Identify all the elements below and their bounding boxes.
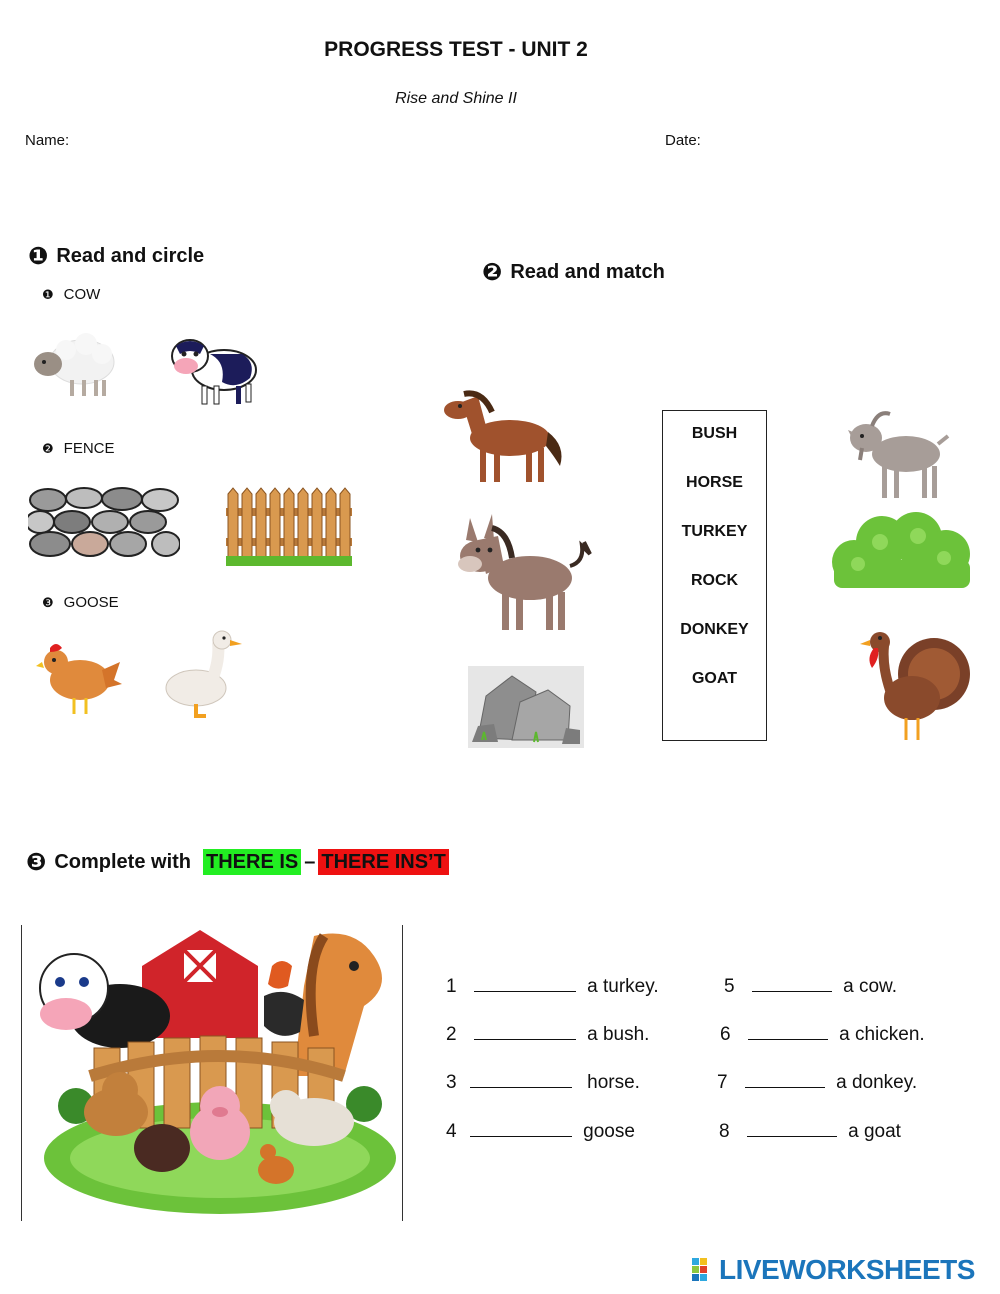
section2-number: ❷ xyxy=(482,259,503,286)
hen-image[interactable] xyxy=(36,636,122,718)
sheep-image[interactable] xyxy=(30,332,116,400)
exercise-8 xyxy=(719,1121,901,1143)
option-there-is: THERE IS xyxy=(203,849,301,875)
exercise-1 xyxy=(446,976,659,998)
goat-image[interactable] xyxy=(844,408,952,502)
answer-blank-3[interactable] xyxy=(470,1086,572,1088)
exercise-5 xyxy=(724,976,897,998)
section1-item-1 xyxy=(42,286,100,303)
section2-heading xyxy=(482,258,665,287)
scene-border-left xyxy=(21,925,22,1221)
item-word: COW xyxy=(63,286,101,303)
logo-mark-icon xyxy=(692,1258,716,1282)
date-label: Date: xyxy=(665,132,701,149)
section1-title: Read and circle xyxy=(56,245,205,267)
exercise-4 xyxy=(446,1121,635,1143)
exercise-text: a cow. xyxy=(843,976,898,997)
exercise-7 xyxy=(717,1072,917,1094)
rock-image[interactable] xyxy=(468,666,584,748)
option-there-isnt: THERE INS’T xyxy=(318,849,448,875)
answer-blank-8[interactable] xyxy=(747,1135,837,1137)
item-number: ❶ xyxy=(42,286,54,302)
farm-scene-image xyxy=(24,926,400,1220)
page-subtitle: Rise and Shine II xyxy=(395,90,517,107)
answer-blank-5[interactable] xyxy=(752,990,832,992)
answer-blank-7[interactable] xyxy=(745,1086,825,1088)
cow-image[interactable] xyxy=(166,332,262,408)
section2-title: Read and match xyxy=(510,261,665,283)
word-bush[interactable]: BUSH xyxy=(691,425,738,442)
exercise-text: horse. xyxy=(587,1072,640,1093)
exercise-text: a donkey. xyxy=(836,1072,918,1093)
exercise-number: 6 xyxy=(720,1024,731,1045)
turkey-image[interactable] xyxy=(856,626,972,744)
answer-blank-2[interactable] xyxy=(474,1038,576,1040)
answer-blank-1[interactable] xyxy=(474,990,576,992)
exercise-number: 4 xyxy=(446,1121,457,1142)
item-word: GOOSE xyxy=(63,594,119,611)
option-separator: – xyxy=(304,851,316,873)
exercise-text: goose xyxy=(583,1121,635,1142)
donkey-image[interactable] xyxy=(452,510,594,634)
answer-blank-4[interactable] xyxy=(470,1135,572,1137)
word-goat[interactable]: GOAT xyxy=(691,670,738,687)
fence-image[interactable] xyxy=(226,486,352,568)
exercise-number: 1 xyxy=(446,976,457,997)
exercise-number: 7 xyxy=(717,1072,728,1093)
page-title: PROGRESS TEST - UNIT 2 xyxy=(324,38,588,61)
section1-item-2 xyxy=(42,440,115,457)
exercise-6 xyxy=(720,1024,925,1046)
exercise-3 xyxy=(446,1072,640,1094)
exercise-text: a goat xyxy=(848,1121,901,1142)
exercise-number: 2 xyxy=(446,1024,457,1045)
exercise-text: a turkey. xyxy=(587,976,659,997)
item-word: FENCE xyxy=(63,440,115,457)
exercise-number: 3 xyxy=(446,1072,457,1093)
exercise-2 xyxy=(446,1024,649,1046)
item-number: ❸ xyxy=(42,594,54,610)
exercise-text: a bush. xyxy=(587,1024,650,1045)
exercise-number: 8 xyxy=(719,1121,730,1142)
horse-image[interactable] xyxy=(442,386,572,488)
bush-image[interactable] xyxy=(830,512,974,590)
logo-text: LIVEWORKSHEETS xyxy=(719,1254,975,1285)
scene-border-right xyxy=(402,925,403,1221)
item-number: ❷ xyxy=(42,440,54,456)
liveworksheets-logo xyxy=(692,1254,990,1286)
section3-number: ❸ xyxy=(26,849,47,876)
section1-number: ❶ xyxy=(28,243,49,270)
word-donkey[interactable]: DONKEY xyxy=(680,621,749,638)
word-turkey[interactable]: TURKEY xyxy=(681,523,748,540)
exercise-number: 5 xyxy=(724,976,735,997)
stone-wall-image[interactable] xyxy=(28,486,180,558)
answer-blank-6[interactable] xyxy=(748,1038,828,1040)
section3-title: Complete with xyxy=(54,851,191,873)
section1-item-3 xyxy=(42,594,119,611)
word-rock[interactable]: ROCK xyxy=(690,572,739,589)
name-label: Name: xyxy=(25,132,70,149)
word-bank xyxy=(662,410,767,741)
section1-heading xyxy=(28,242,204,271)
word-horse[interactable]: HORSE xyxy=(686,474,743,491)
exercise-text: a chicken. xyxy=(839,1024,925,1045)
goose-image[interactable] xyxy=(162,630,244,720)
section3-heading xyxy=(26,848,449,877)
